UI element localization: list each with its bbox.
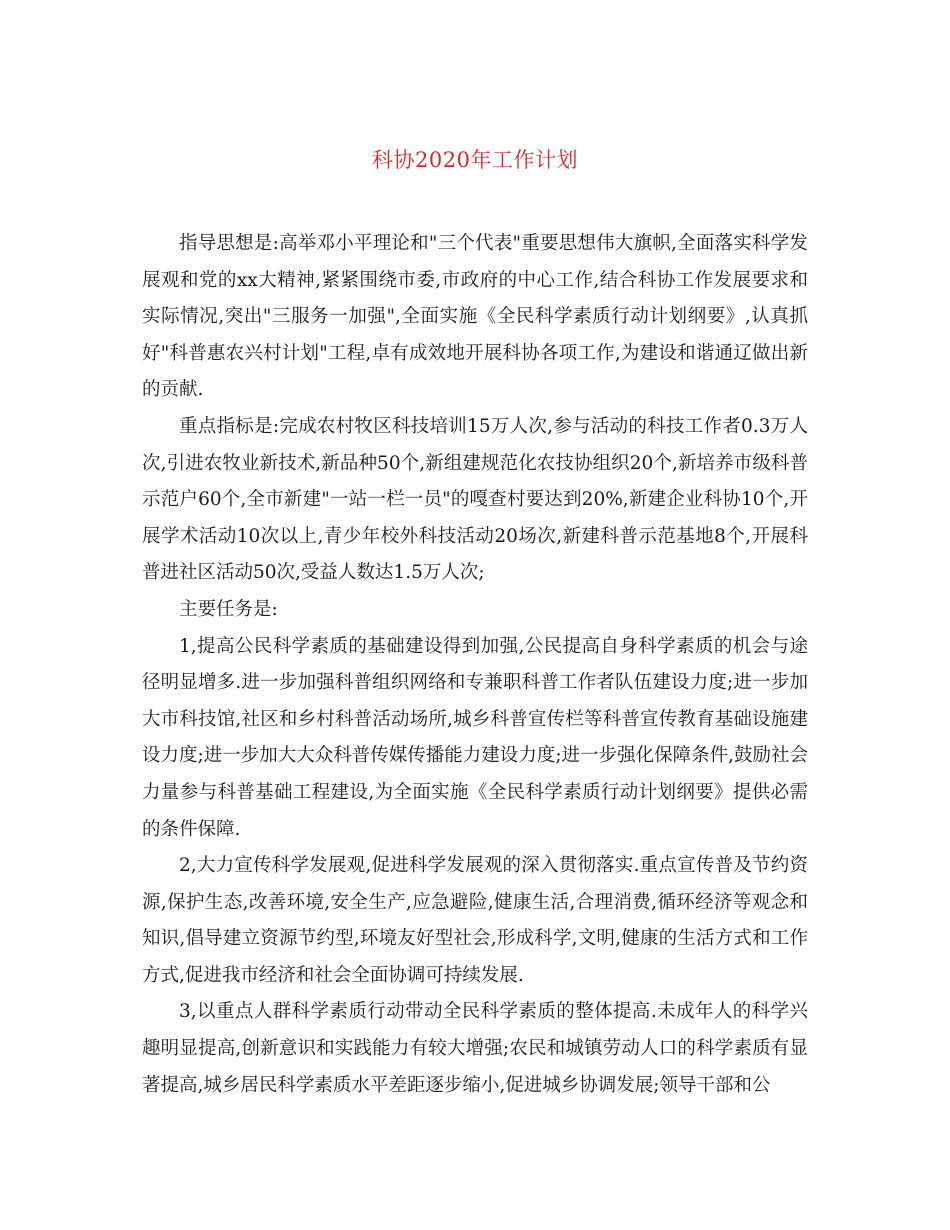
document-body: [142, 226, 808, 1104]
paragraph-key-indicators: 重点指标是:完成农村牧区科技培训15万人次,参与活动的科技工作者0.3万人次,引进农牧业新技术,新品种50个,新组建规范化农技协组织20个,新培养市级科普示范户60个,全市新建"一站一栏一员"的嘎查村要达到20%,新建企业科协10个,开展学术活动10次以上,青少年校外科技活动20场次,新建科普示范基地8个,开展科普进社区活动50次,受益人数达1.5万人次;: [142, 415, 808, 584]
paragraph-task-2: 2,大力宣传科学发展观,促进科学发展观的深入贯彻落实.重点宣传普及节约资源,保护生态,改善环境,安全生产,应急避险,健康生活,合理消费,循环经济等观念和知识,倡导建立资源节约型,环境友好型社会,形成科学,文明,健康的生活方式和工作方式,促进我市经济和社会全面协调可持续发展.: [142, 855, 808, 986]
paragraph-main-tasks-heading: 主要任务是:: [179, 598, 278, 620]
paragraph-guiding-ideology: 指导思想是:高举邓小平理论和"三个代表"重要思想伟大旗帜,全面落实科学发展观和党的xx大精神,紧紧围绕市委,市政府的中心工作,结合科协工作发展要求和实际情况,突出"三服务一加强",全面实施《全民科学素质行动计划纲要》,认真抓好"科普惠农兴村计划"工程,卓有成效地开展科协各项工作,为建设和谐通辽做出新的贡献.: [142, 233, 808, 401]
paragraph-task-3: 3,以重点人群科学素质行动带动全民科学素质的整体提高.未成年人的科学兴趣明显提高,创新意识和实践能力有较大增强;农民和城镇劳动人口的科学素质有显著提高,城乡居民科学素质水平差距逐步缩小,促进城乡协调发展;领导干部和公: [142, 1001, 808, 1096]
document-title: 科协2020年工作计划: [372, 148, 578, 172]
paragraph-task-1: 1,提高公民科学素质的基础建设得到加强,公民提高自身科学素质的机会与途径明显增多.进一步加强科普组织网络和专兼职科普工作者队伍建设力度;进一步加大市科技馆,社区和乡村科普活动场所,城乡科普宣传栏等科普宣传教育基础设施建设力度;进一步加大大众科普传媒传播能力建设力度;进一步强化保障条件,鼓励社会力量参与科普基础工程建设,为全面实施《全民科学素质行动计划纲要》提供必需的条件保障.: [142, 635, 808, 840]
